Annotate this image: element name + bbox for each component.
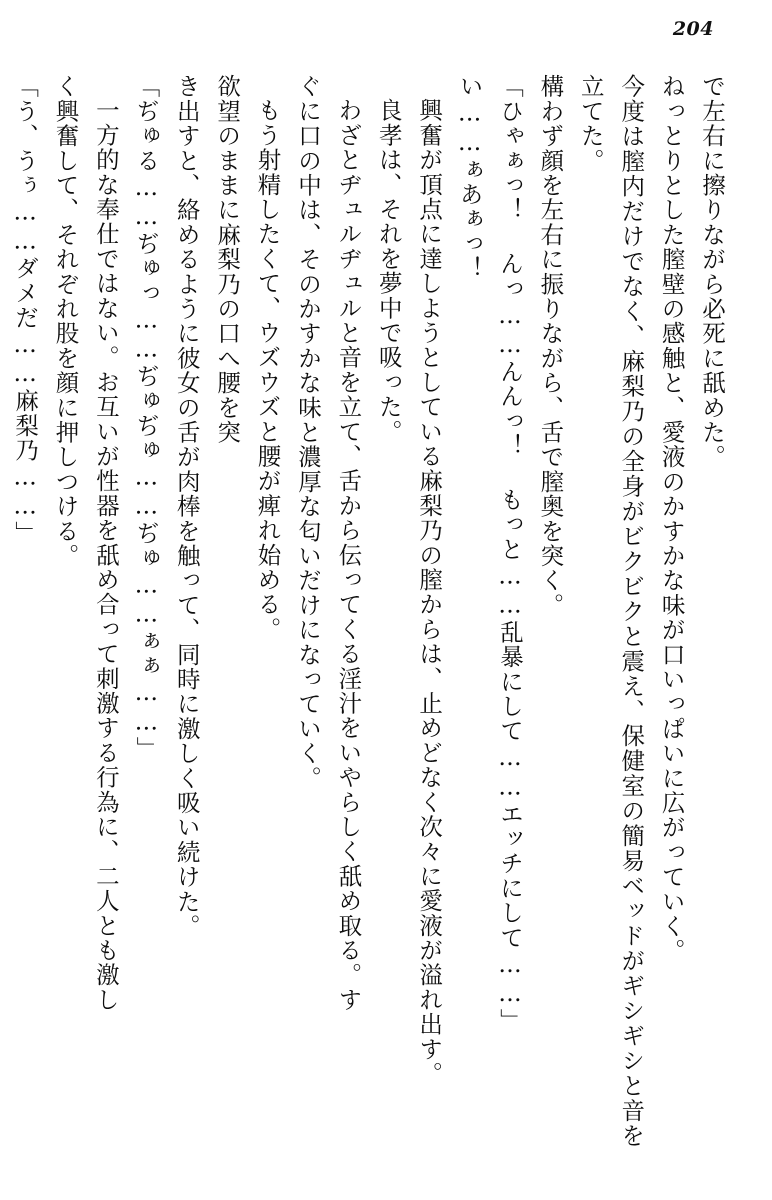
paragraph: く興奮して、それぞれ股を顔に押しつける。: [51, 74, 80, 568]
paragraph: わざとヂュルヂュルと音を立て、舌から伝ってくる淫汁をいやらしく舐め取る。す: [334, 97, 363, 1012]
paragraph: 一方的な奉仕ではない。お互いが性器を舐め合って刺激する行為に、二人とも激し: [91, 97, 120, 1012]
paragraph: で左右に擦りながら必死に舐めた。: [698, 74, 726, 470]
paragraph: 「ぢゅる……ぢゅっ……ぢゅぢゅ……ぢゅ……ぁぁ……」: [132, 74, 161, 762]
paragraph: 良孝は、それを夢中で吸った。: [374, 97, 403, 444]
paragraph: もう射精したくて、ウズウズと腰が痺れ始める。: [253, 97, 282, 641]
paragraph: ねっとりとした膣壁の感触と、愛液のかすかな味が口いっぱいに広がっていく。: [657, 74, 686, 964]
paragraph: 欲望のままに麻梨乃の口へ腰を突: [213, 74, 242, 445]
page-body-text: [11, 74, 732, 1148]
paragraph: 「う、うぅ……ダメだ……麻梨乃……」: [11, 74, 40, 546]
paragraph: い……ぁあぁっ！: [455, 74, 484, 281]
paragraph: ぐに口の中は、そのかすかな味と濃厚な匂いだけになっていく。: [293, 74, 322, 791]
paragraph: 興奮が頂点に達しようとしている麻梨乃の膣からは、止めどなく次々に愛液が溢れ出す。: [415, 97, 444, 1086]
paragraph: き出すと、絡めるように彼女の舌が肉棒を触って、同時に激しく吸い続けた。: [172, 74, 201, 939]
page-number: 204: [672, 18, 714, 40]
paragraph: 今度は膣内だけでなく、麻梨乃の全身がビクビクと震え、保健室の簡易ベッドがギシギシと音を立てた。: [576, 74, 646, 1148]
paragraph: 構わず顔を左右に振りながら、舌で膣奥を突く。: [536, 74, 565, 618]
paragraph: 「ひゃぁっ！ んっ……んんっ！ もっと……乱暴にして……エッチにして……」: [495, 74, 524, 1033]
